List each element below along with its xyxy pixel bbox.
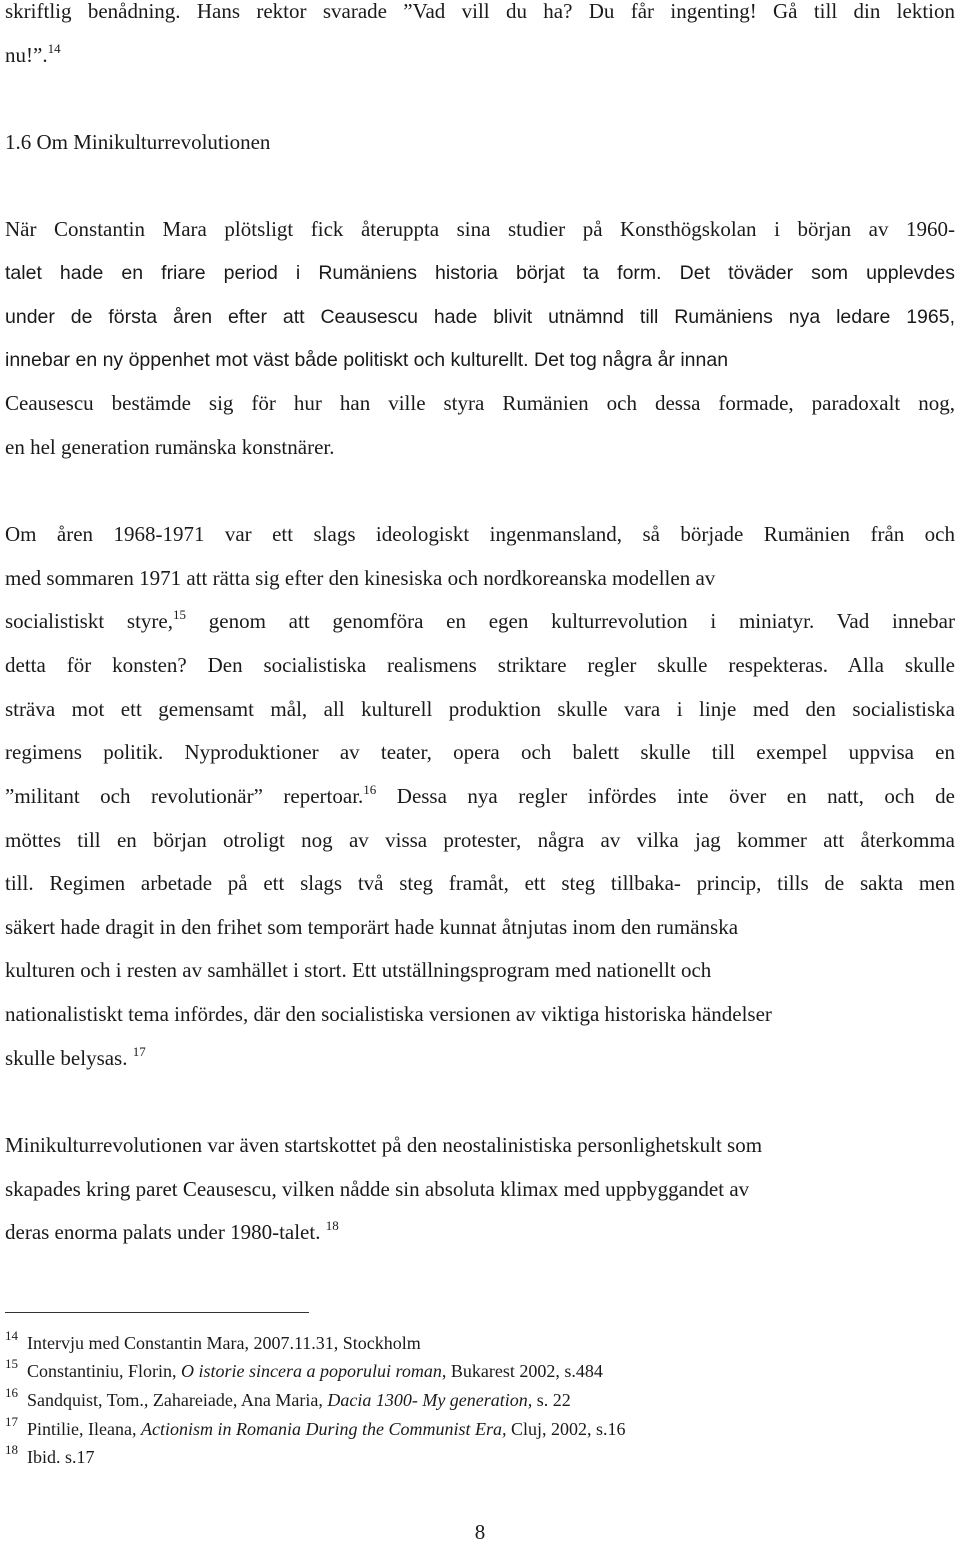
body-line: skriftlig benådning. Hans rektor svarade ”Vad vill du ha? Du får ingenting! Gå till din lektion	[5, 0, 955, 23]
body-line: en hel generation rumänska konstnärer.	[5, 435, 335, 459]
body-line: ”militant och revolutionär” repertoar.$^{16}$ Dessa nya regler infördes inte över en natt, och de	[5, 782, 955, 808]
body-line: kulturen och i resten av samhället i stort. Ett utställningsprogram med nationellt och	[5, 958, 712, 982]
body-line: nu!”.$^{14}$	[5, 41, 61, 67]
footnote-separator	[5, 1312, 309, 1313]
footnote-number: 14	[5, 1328, 18, 1343]
body-line: Om åren 1968-1971 var ett slags ideologiskt ingenmansland, så började Rumänien från och	[5, 522, 955, 546]
section-heading: 1.6 Om Minikulturrevolutionen	[5, 130, 271, 154]
body-line: innebar en ny öppenhet mot väst både politiskt och kulturellt. Det tog några år innan	[5, 349, 729, 371]
footnote-number: 16	[5, 1385, 18, 1400]
footnote: $^{14}$ Intervju med Constantin Mara, 2007.11.31, Stockholm	[5, 1328, 421, 1353]
footnote-number: 18	[5, 1442, 18, 1457]
body-line: under de första åren efter att Ceausescu hade blivit utnämnd till Rumäniens nya ledare 1965,	[5, 306, 955, 328]
footnote: $^{18}$ Ibid. s.17	[5, 1442, 95, 1467]
footnote-ref[interactable]: 15	[173, 607, 186, 622]
body-line: skulle belysas. $^{17}$	[5, 1044, 146, 1070]
footnote-ref[interactable]: 18	[325, 1218, 339, 1233]
body-line: med sommaren 1971 att rätta sig efter den kinesiska och nordkoreanska modellen av	[5, 566, 716, 590]
body-line: möttes till en början otroligt nog av vissa protester, några av vilka jag kommer att återkomma	[5, 828, 955, 852]
footnote-ref[interactable]: 17	[132, 1044, 146, 1059]
body-line: regimens politik. Nyproduktioner av teater, opera och balett skulle till exempel uppvisa en	[5, 740, 955, 764]
footnote: $^{15}$ Constantiniu, Florin, O istorie sincera a poporului roman, Bukarest 2002, s.484	[5, 1356, 603, 1381]
body-line: sträva mot ett gemensamt mål, all kulturell produktion skulle vara i linje med den socialistiska	[5, 697, 955, 721]
body-line: Minikulturrevolutionen var även startskottet på den neostalinistiska personlighetskult som	[5, 1133, 763, 1157]
body-line: säkert hade dragit in den frihet som temporärt hade kunnat åtnjutas inom den rumänska	[5, 915, 739, 939]
footnote-ref[interactable]: 16	[363, 782, 377, 797]
body-line: socialistiskt styre,$^{15}$ genom att genomföra en egen kulturrevolution i miniatyr. Vad innebar	[5, 607, 955, 633]
body-line: Ceausescu bestämde sig för hur han ville styra Rumänien och dessa formade, paradoxalt nog,	[5, 391, 955, 415]
body-line: talet hade en friare period i Rumäniens historia börjat ta form. Det töväder som upplevdes	[5, 262, 955, 284]
footnote: $^{16}$ Sandquist, Tom., Zahareiade, Ana Maria, Dacia 1300- My generation, s. 22	[5, 1385, 571, 1410]
footnote-ref[interactable]: 14	[47, 41, 61, 56]
body-line: deras enorma palats under 1980-talet. $^{18}$	[5, 1218, 339, 1244]
page-number: 8	[474, 1520, 486, 1544]
body-line: detta för konsten? Den socialistiska realismens striktare regler skulle respekteras. Alla skulle	[5, 653, 955, 677]
footnote: $^{17}$ Pintilie, Ileana, Actionism in Romania During the Communist Era, Cluj, 2002, s.16	[5, 1414, 626, 1439]
footnote-number: 17	[5, 1414, 18, 1429]
body-line: skapades kring paret Ceausescu, vilken nådde sin absoluta klimax med uppbyggandet av	[5, 1177, 750, 1201]
body-line: till. Regimen arbetade på ett slags två steg framåt, ett steg tillbaka- princip, tills de sakta men	[5, 871, 955, 895]
body-line: nationalistiskt tema infördes, där den socialistiska versionen av viktiga historiska händelser	[5, 1002, 772, 1026]
footnote-number: 15	[5, 1356, 18, 1371]
body-line: När Constantin Mara plötsligt fick återuppta sina studier på Konsthögskolan i början av 1960-	[5, 217, 955, 241]
